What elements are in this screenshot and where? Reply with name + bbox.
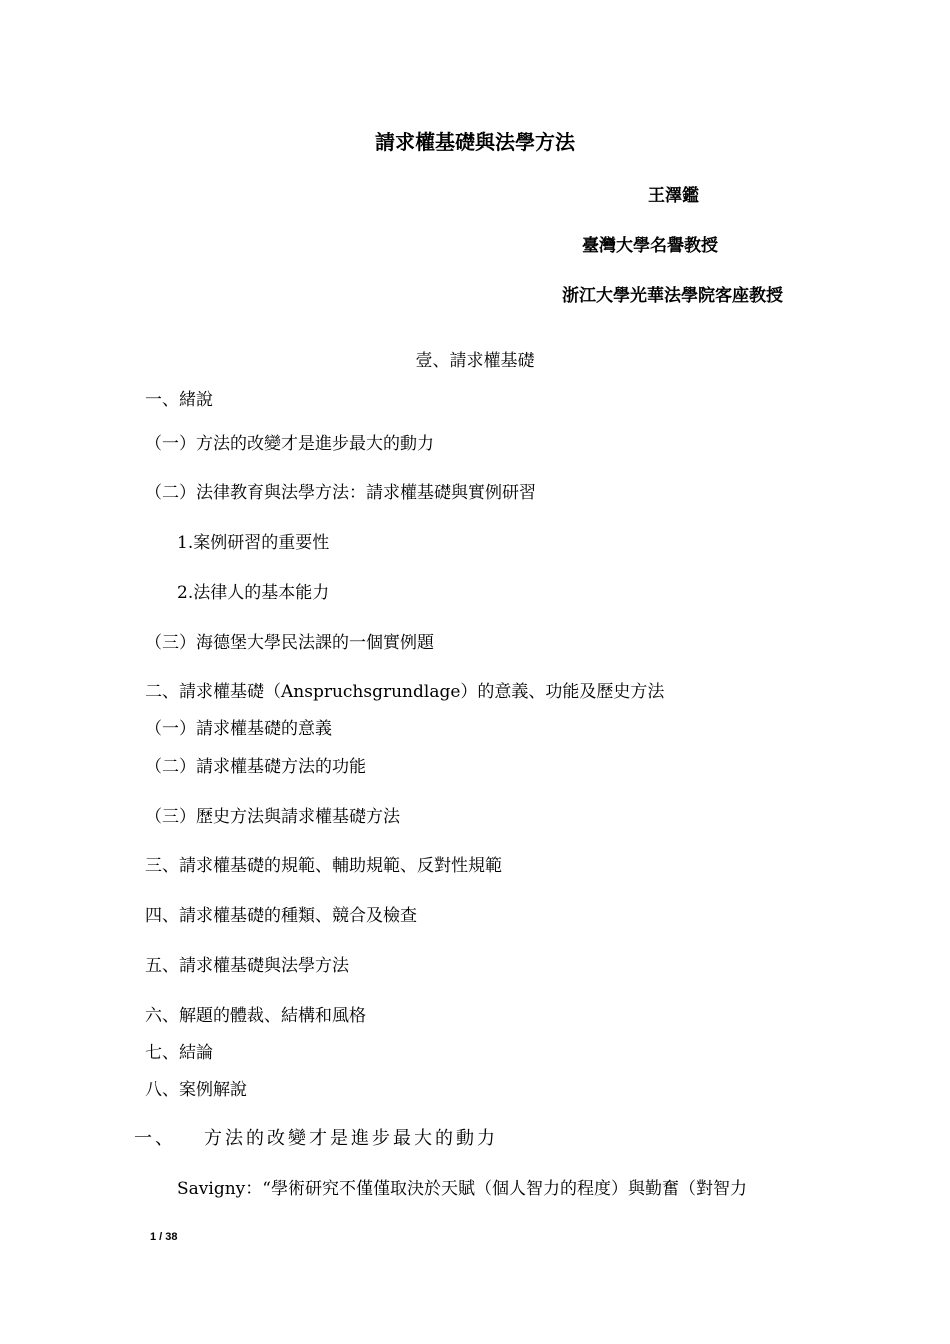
author-affiliation-1: 臺灣大學名譽教授 [582,236,718,256]
outline-item: （一）請求權基礎的意義 [145,719,332,739]
body-heading [134,1124,498,1150]
outline-item: 四、請求權基礎的種類、競合及檢查 [145,906,417,926]
outline-item: 2.法律人的基本能力 [177,583,330,603]
author-affiliation-2: 浙江大學光華法學院客座教授 [562,286,783,306]
author-name: 王澤鑑 [648,186,699,206]
page-number: 1 / 38 [150,1231,178,1243]
body-heading-number: 一、 [134,1128,176,1149]
outline-item: （二）法律教育與法學方法：請求權基礎與實例研習 [145,483,536,503]
outline-item: （二）請求權基礎方法的功能 [145,757,366,777]
document-title: 請求權基礎與法學方法 [375,130,575,154]
outline-item: （一）方法的改變才是進步最大的動力 [145,434,434,454]
outline-item: 1.案例研習的重要性 [177,533,330,553]
outline-item: （三）歷史方法與請求權基礎方法 [145,807,400,827]
outline-item: 七、結論 [145,1043,213,1063]
section-heading: 壹、請求權基礎 [415,351,535,371]
outline-item: 六、解題的體裁、結構和風格 [145,1006,366,1026]
outline-item: 五、請求權基礎與法學方法 [145,956,349,976]
outline-item: 八、案例解說 [145,1080,247,1100]
outline-item: 一、緒說 [145,390,213,410]
outline-item: 三、請求權基礎的規範、輔助規範、反對性規範 [145,856,502,876]
outline-item: 二、請求權基礎（Anspruchsgrundlage）的意義、功能及歷史方法 [145,682,665,702]
paragraph-start: Savigny：“學術研究不僅僅取決於天賦（個人智力的程度）與勤奮（對智力 [177,1179,747,1199]
outline-item: （三）海德堡大學民法課的一個實例題 [145,633,434,653]
body-heading-text: 方法的改變才是進步最大的動力 [204,1128,498,1149]
